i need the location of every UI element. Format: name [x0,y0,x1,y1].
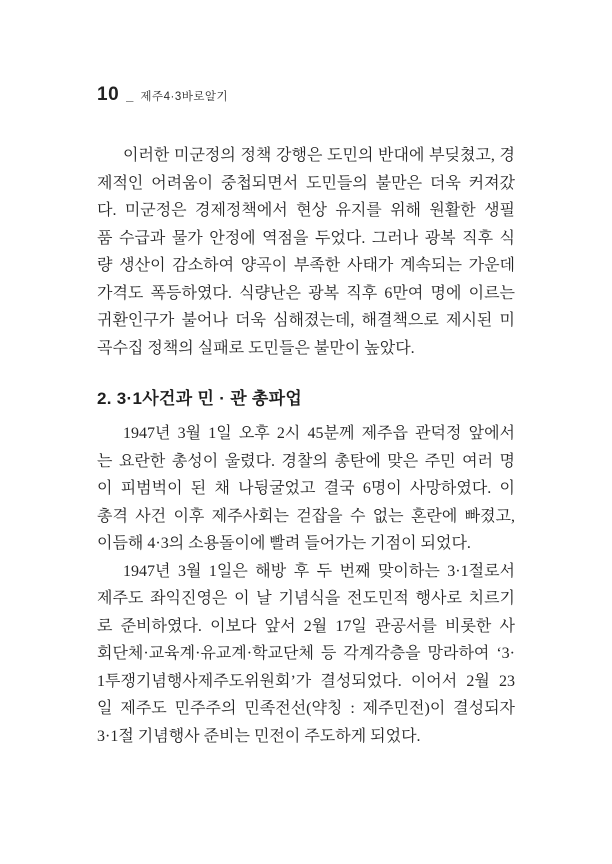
text-line: 총격 사건 이후 제주사회는 걷잡을 수 없는 혼란에 빠졌고, [97,507,515,525]
text-line: 제적인 어려움이 중첩되면서 도민들의 불만은 더욱 커져갔 [97,174,515,192]
text-line: 3·1절 기념행사 준비는 민전이 주도하게 되었다. [97,727,421,745]
text-line: 로 준비하였다. 이보다 앞서 2월 17일 관공서를 비롯한 사 [97,617,515,635]
text-line: 일 제주도 민주주의 민족전선(약칭 : 제주민전)이 결성되자 [97,700,515,717]
paragraph-1 [97,142,515,362]
paragraph-2 [97,420,515,558]
text-line: 귀환인구가 불어나 더욱 심해졌는데, 해결책으로 제시된 미 [97,312,515,329]
text-line: 다. 미군정은 경제정책에서 현상 유지를 위해 원활한 생필 [97,202,515,219]
header-separator: _ [126,88,134,103]
text-line: 곡수집 정책의 실패로 도민들은 불만이 높았다. [97,339,415,357]
text-line: 이 피범벅이 된 채 나뒹굴었고 결국 6명이 사망하였다. 이 [97,480,515,497]
book-title: 제주4·3바로알기 [140,91,229,103]
text-line: 회단체·교육계·유교계·학교단체 등 각계각층을 망라하여 ‘3· [97,645,515,662]
page-header [97,84,228,106]
text-line: 1투쟁기념행사제주도위원회’가 결성되었다. 이어서 2월 23 [97,672,515,690]
text-line: 제주도 좌익진영은 이 날 기념식을 전도민적 행사로 치르기 [97,590,515,607]
text-line: 이듬해 4·3의 소용돌이에 빨려 들어가는 기점이 되었다. [97,535,471,552]
text-line: 이러한 미군정의 정책 강행은 도민의 반대에 부딪쳤고, 경 [123,147,515,164]
paragraph-3 [97,558,515,751]
text-line: 품 수급과 물가 안정에 역점을 두었다. 그러나 광복 직후 식 [97,229,515,247]
text-line: 1947년 3월 1일은 해방 후 두 번째 맞이하는 3·1절로서 [123,562,515,580]
text-line: 1947년 3월 1일 오후 2시 45분께 제주읍 관덕정 앞에서 [123,425,515,442]
section-heading: 2. 3·1사건과 민 · 관 총파업 [97,389,303,408]
text-line: 량 생산이 감소하여 양곡이 부족한 사태가 계속되는 가운데 [97,257,515,274]
page-number: 10 [97,84,120,105]
text-line: 가격도 폭등하였다. 식량난은 광복 직후 6만여 명에 이르는 [97,284,515,302]
text-line: 는 요란한 총성이 울렸다. 경찰의 총탄에 맞은 주민 여러 명 [97,452,515,470]
page-body [97,142,515,750]
